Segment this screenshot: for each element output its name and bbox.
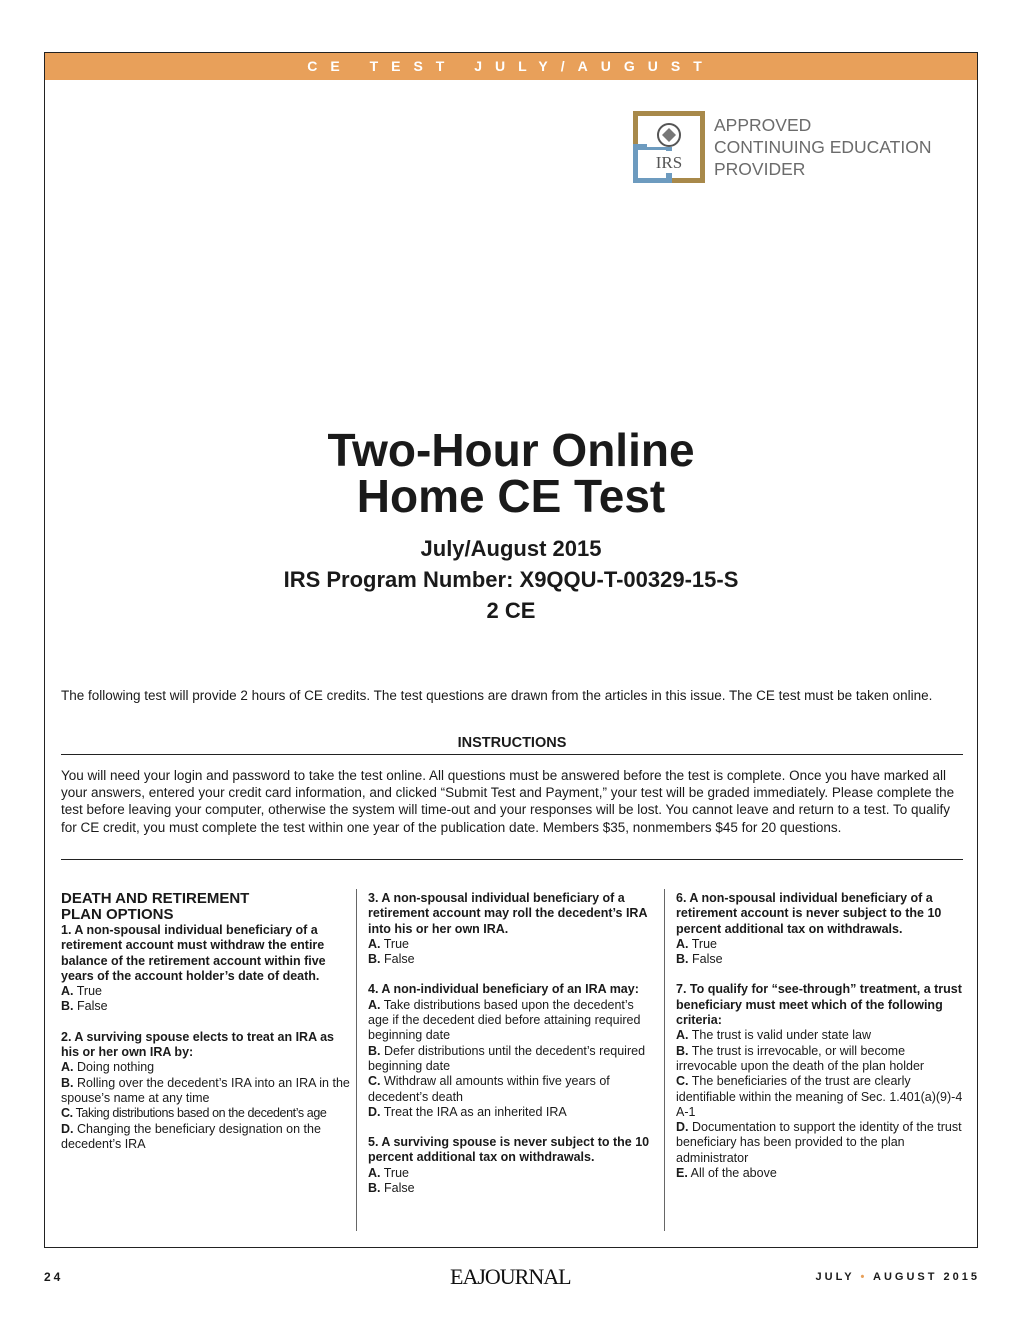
issue-month-2: AUGUST 2015: [873, 1271, 980, 1283]
page-number: 24: [44, 1270, 64, 1284]
intro-paragraph: The following test will provide 2 hours of CE credits. The test questions are drawn from the articles in this issue. The CE test must be taken online.: [61, 688, 933, 703]
answer-option[interactable]: C. Taking distributions based on the decedent’s age: [61, 1106, 327, 1121]
issue-month: JULY: [815, 1271, 855, 1283]
question-3: [368, 891, 656, 967]
question-column-3: [676, 891, 966, 1196]
irs-seal-icon: [633, 111, 705, 183]
question-4: [368, 982, 656, 1120]
logo-line-3: PROVIDER: [714, 159, 806, 179]
answer-option[interactable]: A. True: [61, 984, 102, 999]
issue-date: [816, 1271, 980, 1283]
subtitle-block: [45, 533, 977, 626]
answer-option[interactable]: D. Changing the beneficiary designation on the decedent’s IRA: [61, 1121, 321, 1151]
answer-option[interactable]: A. The trust is valid under state law: [676, 1028, 871, 1043]
subtitle-date: July/August 2015: [420, 536, 602, 561]
ce-credits: 2 CE: [486, 598, 536, 623]
question-text: 4. A non-individual beneficiary of an IRA may:: [368, 982, 639, 997]
instructions-body: You will need your login and password to take the test online. All questions must be answered before the test is complete. Once you have marked all your answers, entered your credit card information, and clicked “Submit Test and Payment,” your test will be graded immediately. Please complete the test before leaving your computer, otherwise the system will time-out and your responses will be lost. You cannot leave and return to a test. To qualify for CE credit, you must complete the test within one year of the publication date. Members $35, nonmembers $45 for 20 questions.: [61, 768, 955, 835]
header-banner: CE TEST JULY/AUGUST: [45, 53, 977, 80]
title-line-1: Two-Hour Online: [327, 424, 695, 476]
question-column-1: [61, 891, 351, 1167]
instructions-heading: INSTRUCTIONS: [61, 735, 963, 755]
answer-option[interactable]: B. False: [61, 999, 108, 1014]
logo-line-1: APPROVED: [714, 115, 812, 135]
column-divider: [664, 889, 665, 1231]
logo-line-2: CONTINUING EDUCATION: [714, 137, 932, 157]
section-heading-line-1: DEATH AND RETIREMENT: [61, 890, 250, 907]
logo-text: [714, 114, 931, 180]
question-column-2: [368, 891, 656, 1211]
section-heading-line-2: PLAN OPTIONS: [61, 906, 174, 923]
answer-option[interactable]: B. The trust is irrevocable, or will become irrevocable upon the death of the plan holder: [676, 1043, 925, 1073]
irs-approved-provider-logo: [633, 111, 953, 187]
answer-option[interactable]: B. Rolling over the decedent’s IRA into an IRA in the spouse’s name at any time: [61, 1075, 350, 1105]
column-divider: [356, 889, 357, 1231]
question-1: [61, 923, 351, 1015]
answer-option[interactable]: C. The beneficiaries of the trust are clearly identifiable within the meaning of Sec. 1.401(a)(9)-4 A-1: [676, 1074, 963, 1119]
irs-mark-text: IRS: [655, 153, 683, 172]
title-line-2: Home CE Test: [356, 470, 666, 522]
question-5: [368, 1135, 656, 1196]
answer-option[interactable]: B. Defer distributions until the decedent’s required beginning date: [368, 1043, 646, 1073]
page-frame: [44, 52, 978, 1248]
answer-option[interactable]: A. Take distributions based upon the decedent’s age if the decedent died before attaining required beginning date: [368, 997, 641, 1043]
answer-option[interactable]: B. False: [368, 1181, 415, 1196]
answer-option[interactable]: A. True: [676, 936, 717, 951]
answer-option[interactable]: C. Withdraw all amounts within five years of decedent’s death: [368, 1074, 610, 1104]
question-text: 2. A surviving spouse elects to treat an IRA as his or her own IRA by:: [61, 1029, 335, 1060]
answer-option[interactable]: A. True: [368, 1165, 409, 1180]
answer-option[interactable]: D. Documentation to support the identity of the trust beneficiary has been provided to the plan administrator: [676, 1120, 962, 1165]
divider: [61, 859, 963, 860]
question-text: 1. A non-spousal individual beneficiary of a retirement account must withdraw the entire balance of the retirement account within five years of the account holder’s date of death.: [61, 923, 326, 983]
question-text: 5. A surviving spouse is never subject to the 10 percent additional tax on withdrawals.: [368, 1135, 650, 1165]
program-number: IRS Program Number: X9QQU-T-00329-15-S: [283, 567, 739, 592]
question-text: 3. A non-spousal individual beneficiary of a retirement account may roll the decedent’s IRA into his or her own IRA.: [368, 891, 648, 936]
question-text: 6. A non-spousal individual beneficiary of a retirement account is never subject to the 10 percent additional tax on withdrawals.: [676, 891, 942, 936]
question-text: 7. To qualify for “see-through” treatment, a trust beneficiary must meet which of the following criteria:: [676, 982, 962, 1028]
ea-journal-logo: EAJOURNAL: [450, 1264, 571, 1289]
separator-dot: •: [860, 1271, 868, 1283]
answer-option[interactable]: D. Treat the IRA as an inherited IRA: [368, 1104, 567, 1119]
question-2: [61, 1030, 351, 1152]
answer-option[interactable]: A. Doing nothing: [61, 1060, 155, 1075]
answer-option[interactable]: A. True: [368, 936, 409, 951]
answer-option[interactable]: B. False: [676, 952, 723, 967]
question-7: [676, 982, 966, 1181]
question-6: [676, 891, 966, 967]
section-heading: [61, 891, 351, 923]
page-title: [45, 424, 977, 522]
answer-option[interactable]: E. All of the above: [676, 1166, 777, 1181]
answer-option[interactable]: B. False: [368, 952, 415, 967]
